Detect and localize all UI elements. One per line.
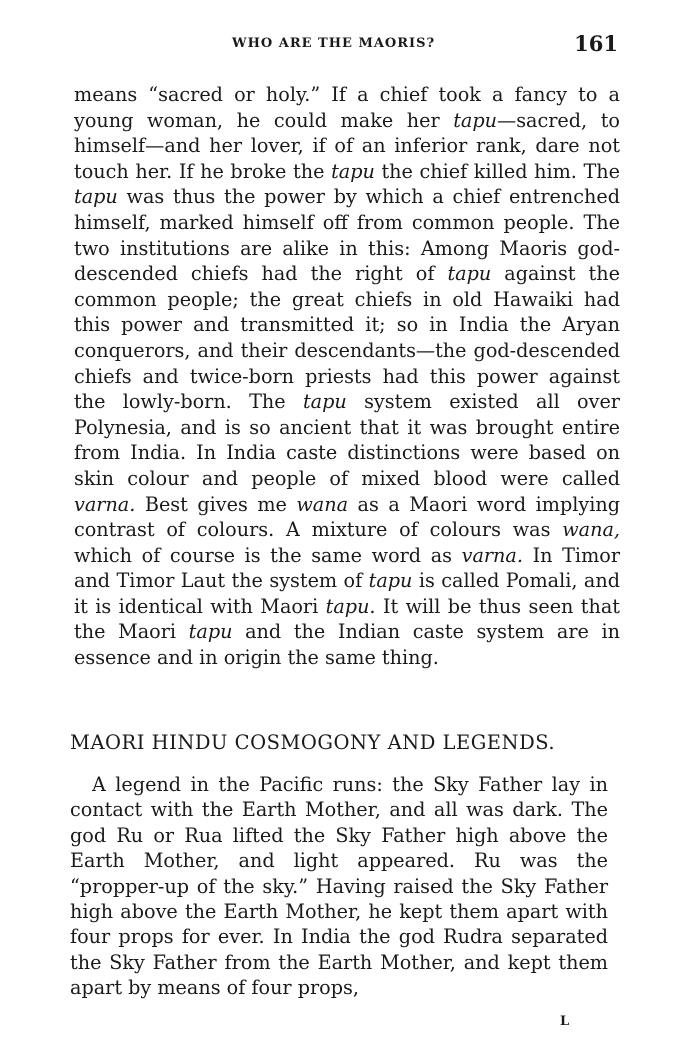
paragraph: A legend in the Pacific runs: the Sky Father lay in contact with the Earth Mother, and all was dark. The god Ru or Rua lifted the Sky Father high above the Earth Mother, and light appeared. Ru was the “propper-up of the sky.” Having raised the Sky Father high above the Earth Mother, he kept them apart with four props for ever. In India the god Rudra separated the Sky Father from the Earth Mother, and kept them apart by means of four props,	[70, 773, 608, 1000]
body-section-2	[70, 772, 608, 1001]
running-header: WHO ARE THE MAORIS?	[232, 36, 436, 51]
page-number: 161	[574, 31, 618, 56]
paragraph: means “sacred or holy.” If a chief took a fancy to a young woman, he could make her tapu—sacred, to himself—and her lover, if of an inferior rank, dare not touch her. If he broke the tapu the chief killed him. The tapu was thus the power by which a chief entrenched himself, marked himself off from common people. The two institutions are alike in this: Among Maoris god-descended chiefs had the right of tapu against the common people; the great chiefs in old Hawaiki had this power and transmitted it; so in India the Aryan conquerors, and their descendants—the god-descended chiefs and twice-born priests had this power against the lowly-born. The tapu system existed all over Polynesia, and is so ancient that it was brought entire from India. In India caste distinctions were based on skin colour and people of mixed blood were called varna. Best gives me wana as a Maori word implying contrast of colours. A mixture of colours was wana, which of course is the same word as varna. In Timor and Timor Laut the system of tapu is called Pomali, and it is identical with Maori tapu. It will be thus seen that the Maori tapu and the Indian caste system are in essence and in origin the same thing.	[74, 83, 621, 670]
signature-mark: L	[560, 1014, 570, 1029]
section-heading: MAORI HINDU COSMOGONY AND LEGENDS.	[70, 731, 556, 754]
body-section-1	[74, 82, 620, 671]
